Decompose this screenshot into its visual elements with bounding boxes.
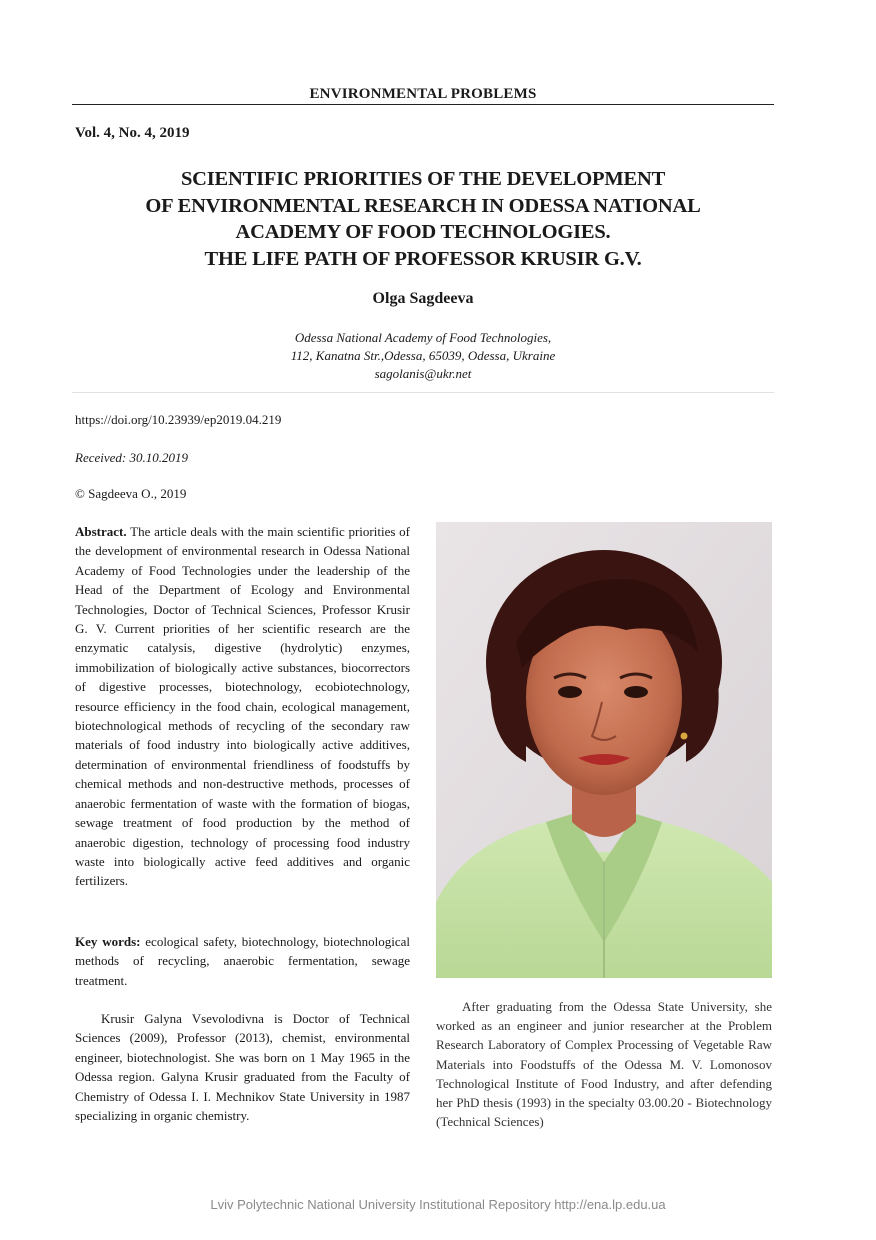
abstract — [75, 522, 410, 891]
abstract-label: Abstract. — [75, 524, 127, 539]
received-date: Received: 30.10.2019 — [75, 450, 188, 465]
author-portrait-photo — [436, 522, 772, 978]
keywords-text: ecological safety, biotechnology, biotechnological methods of recycling, anaerobic fermentation, sewage treatment. — [75, 934, 410, 988]
author-name: Olga Sagdeeva — [372, 290, 474, 307]
copyright: © Sagdeeva O., 2019 — [75, 486, 187, 501]
title-line: THE LIFE PATH OF PROFESSOR KRUSIR G.V. — [204, 247, 642, 270]
affiliation-divider — [72, 392, 774, 393]
affiliation — [72, 329, 774, 383]
doi-link[interactable]: https://doi.org/10.23939/ep2019.04.219 — [75, 412, 282, 427]
keywords-label: Key words: — [75, 934, 141, 949]
repository-footer: Lviv Polytechnic National University Institutional Repository http://ena.lp.edu.ua — [210, 1197, 666, 1212]
bio-paragraph-left: Krusir Galyna Vsevolodivna is Doctor of Technical Sciences (2009), Professor (2013), chemist, environmental engineer, biotechnologist. She was born on 1 May 1965 in the Odessa region. Galyna Krusir graduated from the Faculty of Chemistry of Odessa I. I. Mechnikov State University in 1987 specializing in organic chemistry. — [75, 1011, 410, 1124]
title-line: ACADEMY OF FOOD TECHNOLOGIES. — [235, 221, 611, 243]
keywords — [75, 932, 410, 990]
author-email[interactable]: sagolanis@ukr.net — [374, 366, 472, 381]
volume-info: Vol. 4, No. 4, 2019 — [75, 125, 190, 141]
portrait-illustration — [436, 522, 772, 978]
affiliation-line: Odessa National Academy of Food Technologies, — [294, 330, 552, 345]
bio-paragraph-right: After graduating from the Odessa State University, she worked as an engineer and junior researcher at the Problem Research Laboratory of Complex Processing of Vegetable Raw Materials into Foodstuffs of the Odessa M. V. Lomonosov Technological Institute of Food Industry, and after defending her PhD thesis (1993) in the specialty 03.00.20 - Biotechnology (Technical Sciences) — [436, 999, 772, 1130]
header-divider — [72, 104, 774, 105]
journal-name: ENVIRONMENTAL PROBLEMS — [309, 86, 537, 102]
affiliation-address: 112, Kanatna Str.,Odessa, 65039, Odessa, Ukraine — [290, 348, 556, 363]
title-line: OF ENVIRONMENTAL RESEARCH IN ODESSA NATIONAL — [145, 194, 701, 217]
article-title — [90, 166, 756, 272]
abstract-text: The article deals with the main scientific priorities of the development of environmental research in Odessa National Academy of Food Technologies under the leadership of the Head of the Department of Ecology and Environmental Technologies, Doctor of Technical Sciences, Professor Krusir G. V. Current priorities of her scientific research are the enzymatic catalysis, digestive (hydrolytic) enzymes, immobilization of biologically active substances, biocorrectors of digestive processes, biotechnology, ecobiotechnology, resource efficiency in the food chain, ecological management, biotechnological methods of recycling of the secondary raw materials of food industry into biologically active additives, determination of environmental friendliness of foodstuffs by chemical methods and non-destructive methods, processes of anaerobic fermentation of waste with the formation of biogas, sewage treatment of food production by the method of anaerobic digestion, technology of processing food industry waste into biologically active feed additives and organic fertilizers. — [75, 524, 410, 889]
title-line: SCIENTIFIC PRIORITIES OF THE DEVELOPMENT — [180, 168, 666, 190]
